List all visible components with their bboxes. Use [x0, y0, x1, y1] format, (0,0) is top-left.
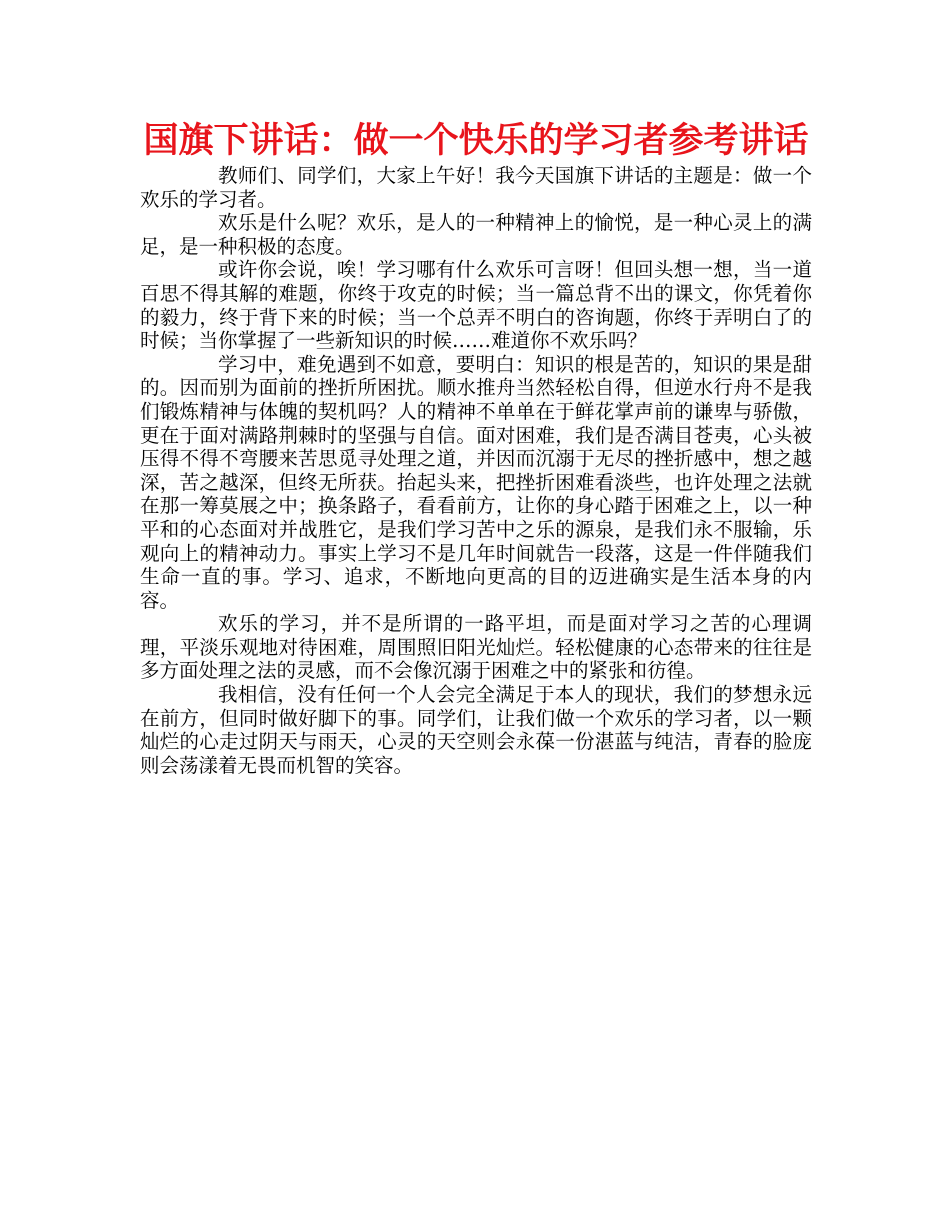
document-page — [140, 118, 812, 777]
paragraph-joy-of-success: 或许你会说，唉！学习哪有什么欢乐可言呀！但回头想一想，当一道百思不得其解的难题，你终于攻克的时候；当一篇总背不出的课文，你凭着你的毅力，终于背下来的时候；当一个总弄不明白的咨询题，你终于弄明白了的时候；当你掌握了一些新知识的时候……难道你不欢乐吗？ — [140, 258, 812, 353]
paragraph-happy-learning: 欢乐的学习，并不是所谓的一路平坦，而是面对学习之苦的心理调理，平淡乐观地对待困难，周围照旧阳光灿烂。轻松健康的心态带来的往往是多方面处理之法的灵感，而不会像沉溺于困难之中的紧张和彷徨。 — [140, 612, 812, 683]
document-body — [140, 164, 812, 777]
paragraph-what-is-joy: 欢乐是什么呢？欢乐，是人的一种精神上的愉悦，是一种心灵上的满足，是一种积极的态度。 — [140, 211, 812, 258]
paragraph-facing-difficulties: 学习中，难免遇到不如意，要明白：知识的根是苦的，知识的果是甜的。因而别为面前的挫折所困扰。顺水推舟当然轻松自得，但逆水行舟不是我们锻炼精神与体魄的契机吗？人的精神不单单在于鲜花掌声前的谦卑与骄傲，更在于面对满路荆棘时的坚强与自信。面对困难，我们是否满目苍夷，心头被压得不得不弯腰来苦思觅寻处理之道，并因而沉溺于无尽的挫折感中，想之越深，苦之越深，但终无所获。抬起头来，把挫折困难看淡些，也许处理之法就在那一筹莫展之中；换条路子，看看前方，让你的身心踏于困难之上，以一种平和的心态面对并战胜它，是我们学习苦中之乐的源泉，是我们永不服输，乐观向上的精神动力。事实上学习不是几年时间就告一段落，这是一件伴随我们生命一直的事。学习、追求，不断地向更高的目的迈进确实是生活本身的内容。 — [140, 352, 812, 612]
document-title: 国旗下讲话：做一个快乐的学习者参考讲话 — [143, 121, 809, 161]
paragraph-conclusion: 我相信，没有任何一个人会完全满足于本人的现状，我们的梦想永远在前方，但同时做好脚下的事。同学们，让我们做一个欢乐的学习者，以一颗灿烂的心走过阴天与雨天，心灵的天空则会永葆一份湛蓝与纯洁，青春的脸庞则会荡漾着无畏而机智的笑容。 — [140, 683, 812, 777]
paragraph-greeting: 教师们、同学们，大家上午好！我今天国旗下讲话的主题是：做一个欢乐的学习者。 — [140, 164, 812, 211]
